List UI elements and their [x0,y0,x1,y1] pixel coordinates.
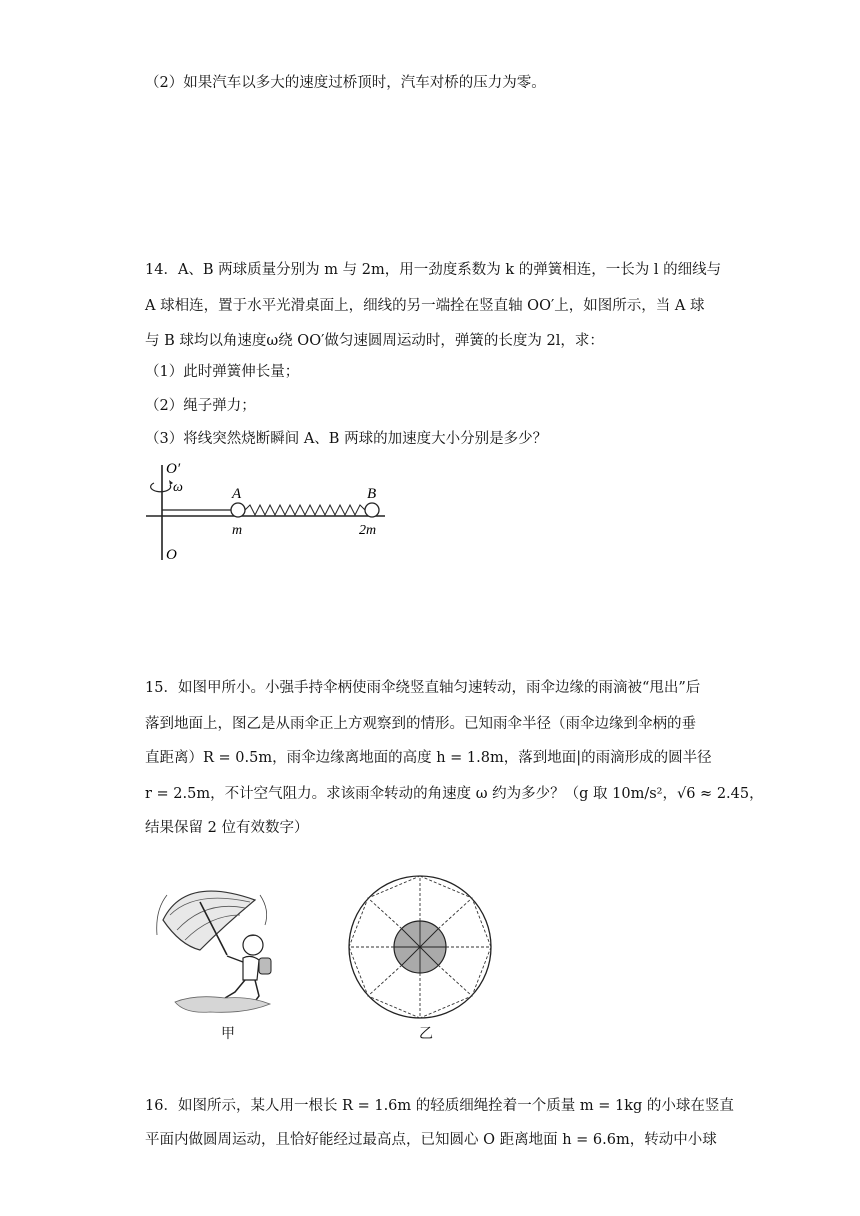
mass-b-label: 2m [359,523,377,538]
q14-sub2: （2）绳子弹力； [145,398,256,414]
rain-circle-diagram [345,872,495,1022]
q15-line3: 直距离）R = 0.5m，雨伞边缘离地面的高度 h = 1.8m，落到地面|的雨滴形成的圆半径 [145,750,712,766]
q14-line1: 14．A、B 两球质量分别为 m 与 2m，用一劲度系数为 k 的弹簧相连，一长为 l 的细线与 [145,262,722,278]
q14-line3: 与 B 球均以角速度ω绕 OO′做匀速圆周运动时，弹簧的长度为 2l，求： [145,333,604,349]
q14-sub3: （3）将线突然烧断瞬间 A、B 两球的加速度大小分别是多少？ [145,431,548,447]
figure-jia-label: 甲 [221,1026,235,1042]
ball-a-label: A [232,486,242,502]
q14-sub1: （1）此时弹簧伸长量； [145,364,300,380]
q13-part2: （2）如果汽车以多大的速度过桥顶时，汽车对桥的压力为零。 [145,75,546,91]
q16-line1: 16．如图所示，某人用一根长 R = 1.6m 的轻质细绳拴着一个质量 m = 1kg 的小球在竖直 [145,1098,734,1114]
mass-a-label: m [232,523,243,538]
axis-bottom-label: O [166,547,177,563]
q15-line5: 结果保留 2 位有效数字） [145,820,309,836]
spring-rotation-figure [140,455,400,570]
ball-b-label: B [367,486,377,502]
figure-yi-label: 乙 [419,1026,433,1042]
q15-line1: 15．如图甲所小。小强手持伞柄使雨伞绕竖直轴匀速转动，雨伞边缘的雨滴被“甩出”后 [145,680,701,696]
q15-line2: 落到地面上，图乙是从雨伞正上方观察到的情形。已知雨伞半径（雨伞边缘到伞柄的垂 [145,716,696,732]
q15-line4: r = 2.5m，不计空气阻力。求该雨伞转动的角速度 ω 约为多少？（g 取 10m/s²，√6 ≈ 2.45， [145,786,764,802]
axis-top-label: O′ [166,461,181,477]
umbrella-child-illustration [155,880,285,1020]
q16-line2: 平面内做圆周运动，且恰好能经过最高点，已知圆心 O 距离地面 h = 6.6m，转动中小球 [145,1132,717,1148]
q14-line2: A 球相连，置于水平光滑桌面上，细线的另一端拴在竖直轴 OO′上，如图所示，当 A 球 [145,298,705,314]
omega-label: ω [173,480,183,495]
